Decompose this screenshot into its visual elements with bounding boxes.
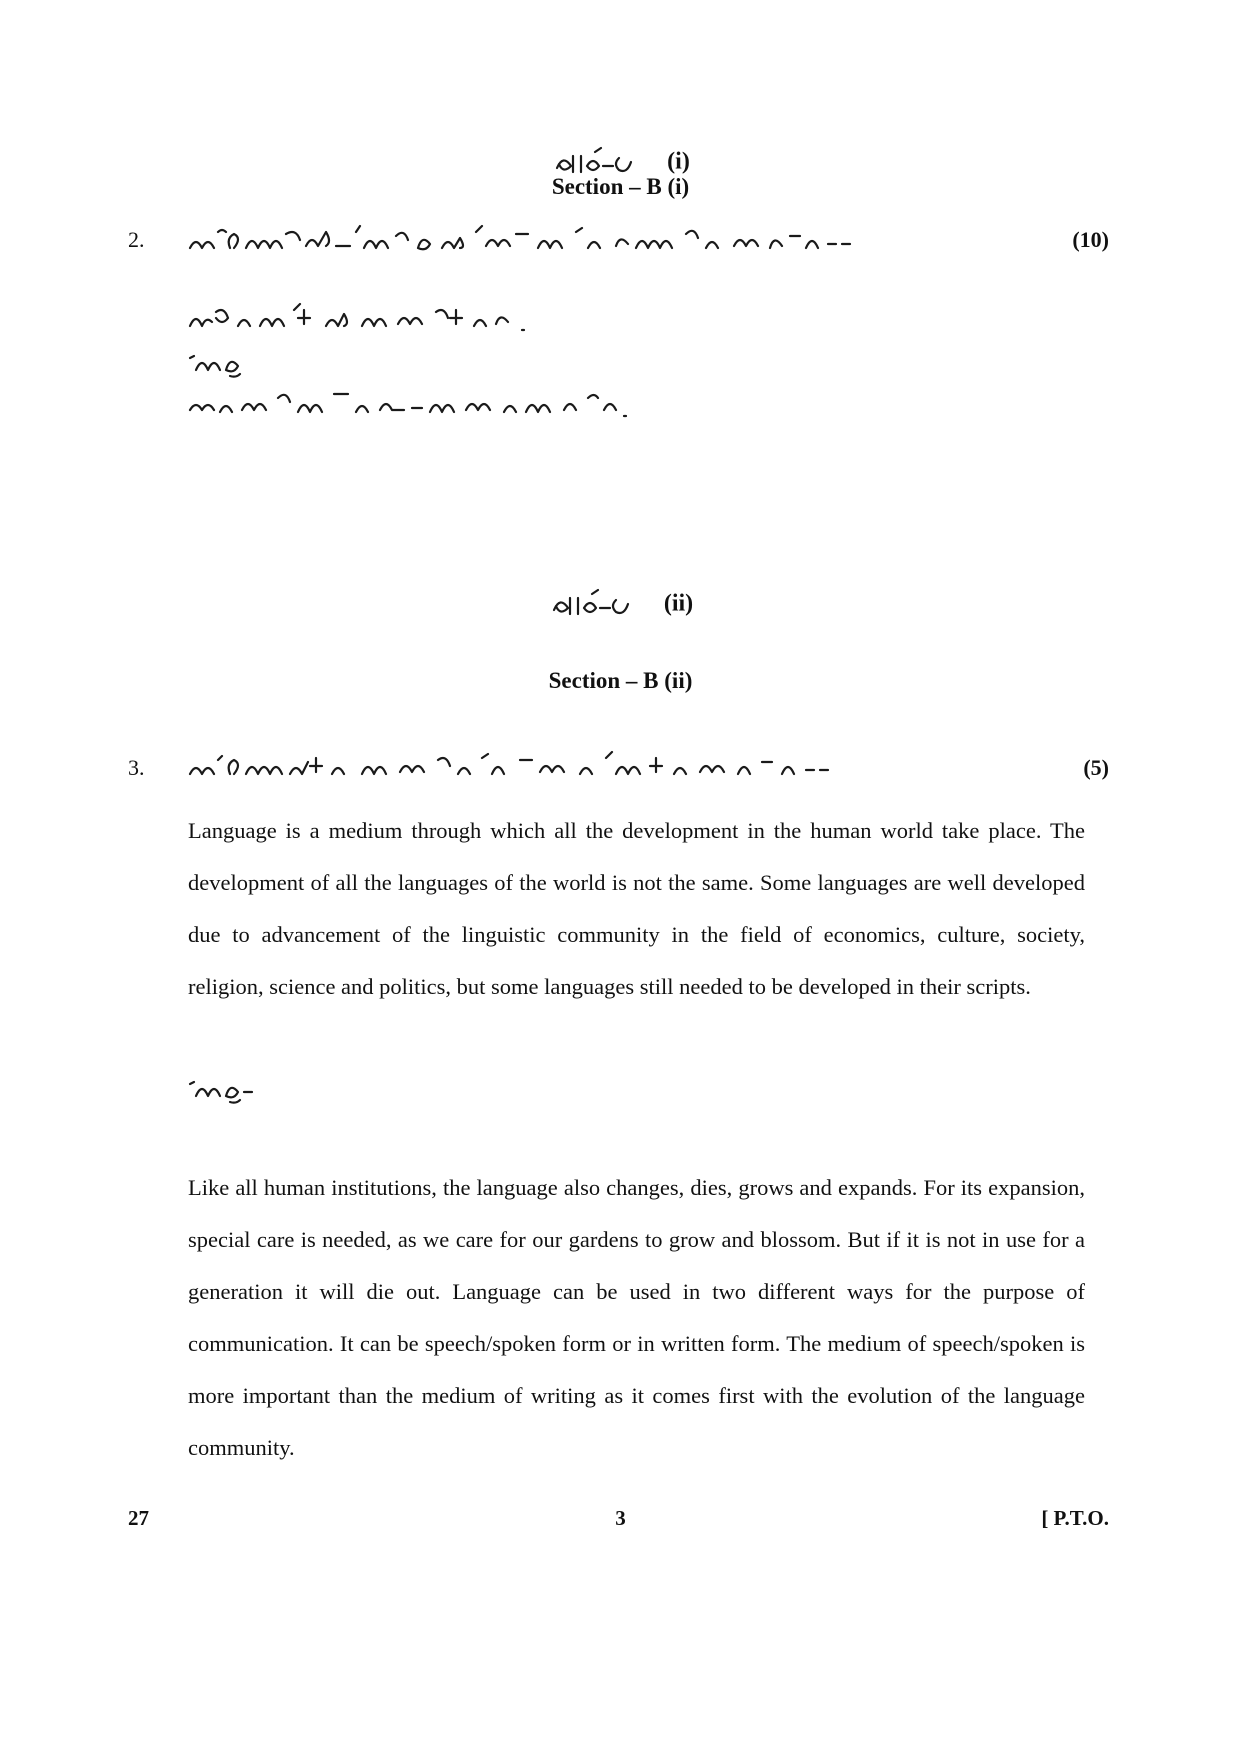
question-3-marks: (5) xyxy=(1083,755,1109,780)
question-2-lepcha-line-3-image xyxy=(186,386,646,431)
question-2-lepcha-line-2-image xyxy=(186,344,266,389)
section-b1-english-heading: Section – B (i) xyxy=(551,174,690,199)
section-b1-suffix: (i) xyxy=(667,148,690,175)
question-3-lepcha-text-image xyxy=(186,748,906,793)
footer-page-number: 3 xyxy=(615,1506,626,1530)
question-3-passage-1: Language is a medium through which all the development in the human world take place. The development of all the languages of the world is not the same. Some languages are well developed due to advancement of the linguistic community in the field of economics, culture, society, religion, science and politics, but some languages still needed to be developed in their scripts. xyxy=(188,818,1085,999)
section-b2-english-heading: Section – B (ii) xyxy=(548,668,693,693)
question-2-marks: (10) xyxy=(1072,227,1109,252)
section-b2-suffix: (ii) xyxy=(663,590,694,617)
question-3-passage-2: Like all human institutions, the language also changes, dies, grows and expands. For its expansion, special care is needed, as we care for our gardens to grow and blossom. But if it is not in use for a generation it will die out. Language can be used in two different ways for the purpose of communication. It can be speech/spoken form or in written form. The medium of speech/spoken is more important than the medium of writing as it comes first with the evolution of the language community. xyxy=(188,1175,1085,1460)
question-3-lepcha-or-image xyxy=(186,1070,266,1115)
question-2-lepcha-text-image xyxy=(186,222,866,267)
question-2-number: 2. xyxy=(128,227,145,252)
section-b2-script-heading xyxy=(0,588,1241,622)
question-2-lepcha-line-1-image xyxy=(186,300,566,345)
footer-paper-code: 27 xyxy=(128,1506,149,1530)
footer-pto: [ P.T.O. xyxy=(1041,1506,1109,1530)
lepcha-script-heading-image xyxy=(548,588,658,622)
question-3-number: 3. xyxy=(128,755,145,780)
